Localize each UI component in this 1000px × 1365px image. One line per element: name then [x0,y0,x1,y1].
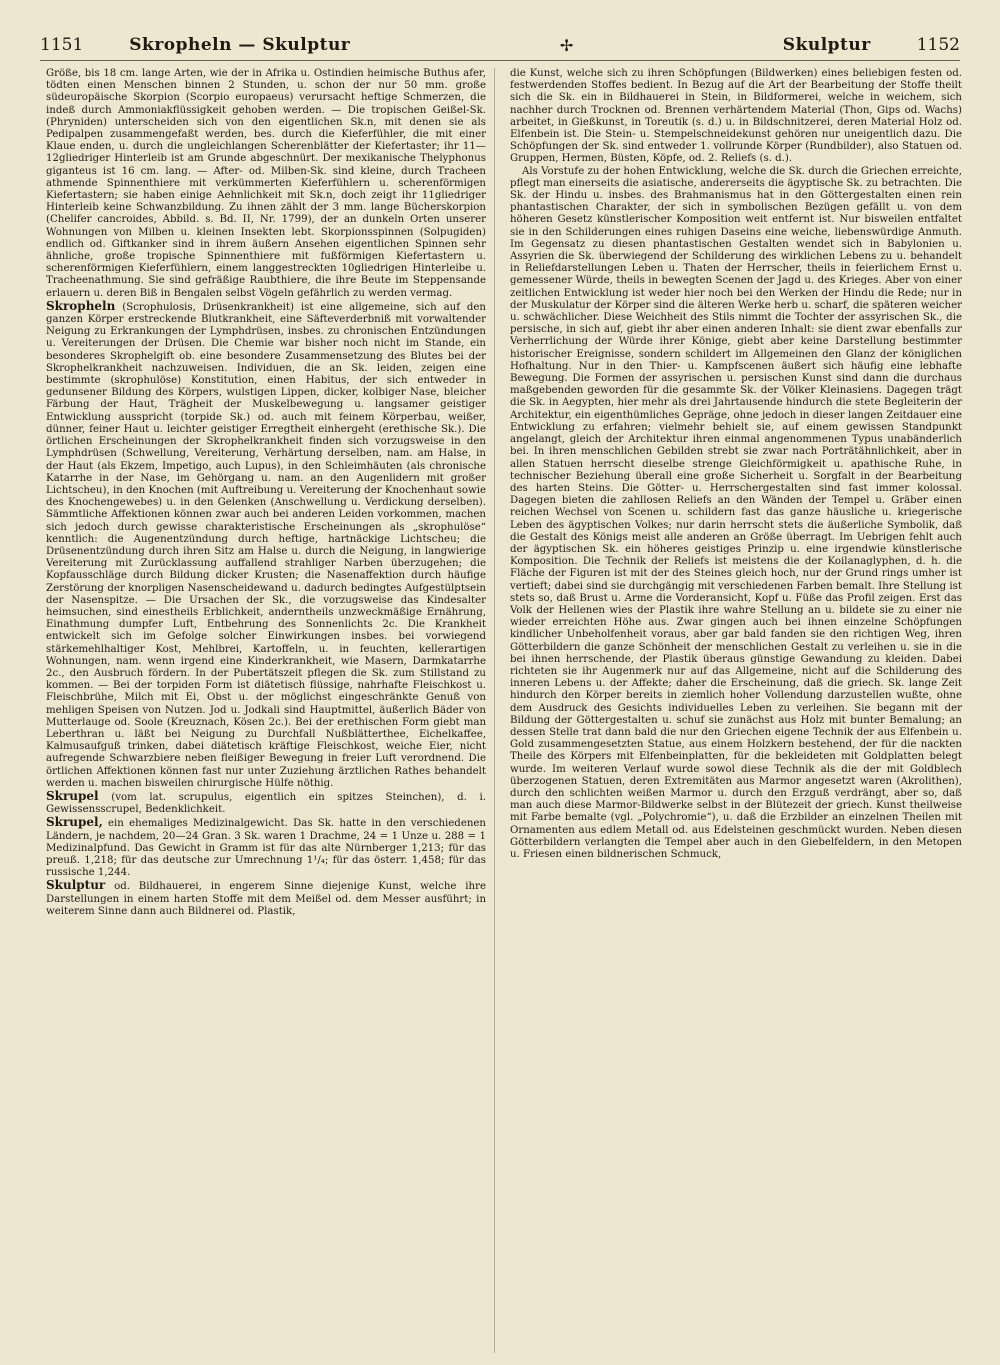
entry-text-skrupel-1: (vom lat. scrupulus, eigentlich ein spitzes Steinchen), d. i. Gewissensscrupel, Bedenklichkeit. [46,791,486,816]
right-column [510,68,962,1353]
text-columns [46,68,962,1353]
entry-text-skrupel-2: ein ehemaliges Medizinalgewicht. Das Sk. hatte in den verschiedenen Ländern, je nachdem, 20—24 Gran. 3 Sk. waren 1 Drachme, 24 = 1 Unze u. 288 = 1 Medizinalpfund. Das Gewicht in Gramm ist für das alte Nürnberger 1,213; für das preuß. 1,218; für das deutsche zur Umrechnung 1¹/₄; für das österr. 1,458; für das russische 1,244. [46,818,486,879]
entry-text-skulptur: od. Bildhauerei, in engerem Sinne diejenige Kunst, welche ihre Darstellungen in einem harten Stoffe mit dem Meißel od. dem Messer ausführt; in weiterem Sinne dann auch Bildnerei od. Plastik, [46,881,486,917]
page-header [40,30,960,61]
entry-skorpion-continued: Größe, bis 18 cm. lange Arten, wie der in Afrika u. Ostindien heimische Buthus afer, tödten einen Menschen binnen 2 Stunden, u. schon der nur 50 mm. große südeuropäische Skorpion (Scorpio europaeus) verursacht heftige Schmerzen, die indeß durch Ammoniakflüssigkeit gehoben werden. — Die tropischen Geißel-Sk. (Phryniden) unterscheiden sich von den eigentlichen Sk.n, mit denen sie als Pedipalpen zusammengefaßt werden, bes. durch die Kieferfühler, die mit einer Klaue enden, u. durch die ungleichlangen Scherenblätter der Kiefertaster; ihr 11—12gliedriger Hinterleib ist am Grunde abgeschnürt. Der mexikanische Thelyphonus giganteus ist 16 cm. lang. — After- od. Milben-Sk. sind kleine, durch Tracheen athmende Spinnenthiere mit verkümmerten Kieferfühlern u. scherenförmigen Kiefertastern; sie haben einige Aehnlichkeit mit Sk.n, doch zeigt ihr 11gliedriger Hinterleib keine Schwanzbildung. Zu ihnen zählt der 3 mm. lange Bücherskorpion (Chelifer cancroides, Abbild. s. Bd. II, Nr. 1799), der an dunkeln Orten unserer Wohnungen von Milben u. kleinen Insekten lebt. Skorpionsspinnen (Solpugiden) endlich od. Giftkanker sind in ihrem äußern Ansehen eigentlichen Spinnen sehr ähnliche, große tropische Spinnenthiere mit fußförmigen Kiefertastern u. scherenförmigen Kieferfühlern, einem langgestreckten 10gliedrigen Hinterleibe u. Tracheenathmung. Sie sind gefräßige Raubthiere, die ihre Beute im Steppensande erlauern u. deren Biß in Bengalen selbst Vögeln gefährlich zu werden vermag. [46,68,486,299]
entry-keyword-skulptur: Skulptur [46,878,106,893]
entry-skrupel-1 [46,790,486,816]
skulptur-paragraph-1: die Kunst, welche sich zu ihren Schöpfungen (Bildwerken) eines beliebigen festen od. festwerdenden Stoffes bedient. In Bezug auf die Art der Bearbeitung der Stoffe theilt sich die Sk. ein in Bildhauerei in Stein, in Bildformerei, welche in weichem, sich nachher durch Trocknen od. Brennen verhärtendem Material (Thon, Gips od. Wachs) arbeitet, in Gießkunst, in Toreutik (s. d.) u. in Bildschnitzerei, deren Material Holz od. Elfenbein ist. Die Stein- u. Stempelschneidekunst gehören nur uneigentlich dazu. Die Schöpfungen der Sk. sind entweder 1. vollrunde Körper (Rundbilder), also Statuen od. Gruppen, Hermen, Büsten, Köpfe, od. 2. Reliefs (s. d.). [510,68,962,165]
left-running-title: Skropheln — Skulptur [129,35,351,55]
entry-keyword-skrupel-2: Skrupel, [46,815,103,830]
entry-skropheln [46,300,486,790]
header-left [40,35,350,55]
entry-skrupel-2 [46,816,486,879]
right-page-number: 1152 [916,35,960,55]
header-right [783,35,960,55]
header-ornament-icon: ✢ [559,35,574,55]
left-column [46,68,495,1353]
entry-keyword-skrupel-1: Skrupel [46,788,99,803]
entry-keyword-skropheln: Skropheln [46,298,116,313]
left-page-number: 1151 [40,35,84,55]
entry-text-skropheln: (Scrophulosis, Drüsenkrankheit) ist eine allgemeine, sich auf den ganzen Körper erstreckende Blutkrankheit, eine Säfteverderbniß mit vorwaltender Neigung zu Erkrankungen der Lymphdrüsen, insbes. zu chronischen Entzündungen u. Vereiterungen der Drüsen. Die Chemie war bisher noch nicht im Stande, ein besonderes Skrophelgift ob. eine besondere Zusammensetzung des Blutes bei der Skrophelkrankheit nachzuweisen. Individuen, die an Sk. leiden, zeigen eine bestimmte (skrophulöse) Konstitution, einen Habitus, der sich entweder in gedunsener Bildung des Körpers, wulstigen Lippen, dicker, kolbiger Nase, bleicher Färbung der Haut, Trägheit der Muskelbewegung u. langsamer geistiger Entwicklung ausspricht (torpide Sk.) od. auch mit feinem Körperbau, weißer, dünner, feiner Haut u. leichter geistiger Erregtheit einhergeht (erethische Sk.). Die örtlichen Erscheinungen der Skrophelkrankheit finden sich vorzugsweise in den Lymphdrüsen (Schwellung, Vereiterung, Verhärtung derselben, nam. am Halse, in der Haut (als Ekzem, Impetigo, auch Lupus), in den Schleimhäuten (als chronische Katarrhe in der Nase, im Gehörgang u. nam. an den Augenlidern mit großer Lichtscheu), in den Knochen (mit Auftreibung u. Vereiterung der Knochenhaut sowie des Knochengewebes) u. in den Gelenken (Anschwellung u. Verdickung derselben). Sämmtliche Affektionen können zwar auch bei anderen Leiden vorkommen, machen sich jedoch durch gewisse charakteristische Erscheinungen als „skrophulöse“ kenntlich: die Augenentzündung durch heftige, hartnäckige Lichtscheu; die Drüsenentzündung durch ihren Sitz am Halse u. durch die Neigung, in langwierige Vereiterung mit Zurücklassung auffallend strahliger Narben überzugehen; die Kopfausschläge durch Bildung dicker Krusten; die Nasenaffektion durch häufige Zerstörung der knorpligen Nasenscheidewand u. dadurch bedingtes Aufgestülptsein der Nasenspitze. — Die Ursachen der Sk., die vorzugsweise das Kindesalter heimsuchen, sind einestheils Erblichkeit, anderntheils unzweckmäßige Ernährung, Einathmung dumpfer Luft, Entbehrung des Sonnenlichts 2c. Die Krankheit entwickelt sich im Gefolge solcher Einwirkungen insbes. bei vorwiegend stärkemehlhaltiger Kost, Mehlbrei, Kartoffeln, u. in feuchten, kellerartigen Wohnungen, nam. wenn irgend eine Kinderkrankheit, wie Masern, Darmkatarrhe 2c., den Ausbruch fördern. In der Pubertätszeit pflegen die Sk. zum Stillstand zu kommen. — Bei der torpiden Form ist diätetisch flüssige, nahrhafte Fleischkost u. Fleischbrühe, Milch mit Ei, Obst u. der möglichst eingeschränkte Genuß von mehligen Speisen von Nutzen. Jod u. Jodkali sind Hauptmittel, äußerlich Bäder von Mutterlauge od. Soole (Kreuznach, Kösen 2c.). Bei der erethischen Form giebt man Leberthran u. läßt bei Neigung zu Durchfall Nußblätterthee, Eichelkaffee, Kalmusaufguß trinken, dabei diätetisch kräftige Fleischkost, weiche Eier, nicht aufregende Schwarzbiere neben fleißiger Bewegung in freier Luft verordnend. Die örtlichen Affektionen können fast nur unter Zuziehung ärztlichen Rathes behandelt werden u. machen bisweilen chirurgische Hülfe nöthig. [46,301,486,789]
right-running-title: Skulptur [782,35,871,55]
skulptur-paragraph-2: Als Vorstufe zu der hohen Entwicklung, welche die Sk. durch die Griechen erreichte, pflegt man einerseits die asiatische, andererseits die ägyptische Sk. zu betrachten. Die Sk. der Hindu u. insbes. des Brahmanismus hat in den Göttergestalten einen rein phantastischen Charakter, der sich in symbolischen Bezügen gefällt u. von dem höheren Gesetz künstlerischer Komposition weit entfernt ist. Nur bisweilen entfaltet sie in den Schilderungen eines ruhigen Daseins eine weiche, liebenswürdige Anmuth. Im Gegensatz zu diesen phantastischen Gestalten wendet sich in Babylonien u. Assyrien die Sk. überwiegend der Schilderung des wirklichen Lebens zu u. behandelt in Reliefdarstellungen Leben u. Thaten der Herrscher, theils in feierlichem Ernst u. gemessener Würde, theils in bewegten Scenen der Jagd u. des Krieges. Aber von einer zeitlichen Entwicklung ist weder hier noch bei den Werken der Hindu die Rede; nur in der Muskulatur der Körper sind die älteren Werke herb u. scharf, die späteren weicher u. schwächlicher. Diese Weichheit des Stils nimmt die Tochter der assyrischen Sk., die persische, in sich auf, giebt ihr aber einen anderen Inhalt: sie dient zwar ebenfalls zur Verherrlichung der Würde ihrer Könige, giebt aber keine Darstellung bestimmter historischer Ereignisse, sondern schildert im Allgemeinen den Glanz der königlichen Hofhaltung. Nur in den Thier- u. Kampfscenen äußert sich häufig eine lebhafte Bewegung. Die Formen der assyrischen u. persischen Kunst sind dann die durchaus maßgebenden geworden für die gesammte Sk. der Völker Kleinasiens. Dagegen trägt die Sk. in Aegypten, hier mehr als drei Jahrtausende hindurch die stete Begleiterin der Architektur, ein eigenthümliches Gepräge, ohne jedoch in dieser langen Zeitdauer eine Entwicklung zu erfahren; vielmehr behielt sie, auf einem gewissen Standpunkt angelangt, gleich der Architektur ihren einmal angenommenen Typus unabänderlich bei. In ihren menschlichen Gebilden strebt sie zwar nach Porträtähnlichkeit, aber in allen Statuen herrscht dieselbe strenge Gleichförmigkeit u. apathische Ruhe, in technischer Beziehung überall eine große Sicherheit u. Sorgfalt in der Bearbeitung des harten Steins. Die Götter- u. Herrschergestalten sind fast immer kolossal. Dagegen bieten die zahllosen Reliefs an den Wänden der Tempel u. Gräber einen reichen Wechsel von Scenen u. schildern fast das ganze häusliche u. kriegerische Leben des ägyptischen Volkes; nur darin herrscht stets die äußerliche Symbolik, daß die Gestalt des Königs meist alle anderen an Größe überragt. Im Uebrigen fehlt auch der ägyptischen Sk. ein höheres geistiges Prinzip u. eine irgendwie künstlerische Komposition. Die Technik der Reliefs ist meistens die der Koilanaglyphen, d. h. die Fläche der Figuren ist mit der des Steines gleich hoch, nur der Grund rings umher ist vertieft; dabei sind sie durchgängig mit verschiedenen Farben bemalt. Ihre Stellung ist stets so, daß Brust u. Arme die Vorderansicht, Kopf u. Füße das Profil zeigen. Erst das Volk der Hellenen wies der Plastik ihre wahre Stellung an u. bildete sie zu einer nie wieder erreichten Höhe aus. Zwar gingen auch bei ihnen einzelne Schöpfungen kindlicher Unbeholfenheit voraus, aber gar bald fanden sie den richtigen Weg, ihren Götterbildern die ganze Schönheit der menschlichen Gestalt zu verleihen u. sie in die bei ihnen herrschende, der Plastik überaus günstige Gewandung zu kleiden. Dabei richteten sie ihr Augenmerk nur auf das Allgemeine, nicht auf die Schilderung des inneren Lebens u. der Affekte; daher die Erscheinung, daß die griech. Sk. lange Zeit hindurch den Körper bereits in ziemlich hoher Vollendung darzustellen wußte, ohne dem Ausdruck des Gesichts individuelles Leben zu verleihen. Sie begann mit der Bildung der Göttergestalten u. schuf sie zunächst aus Holz mit bunter Bemalung; an dessen Stelle trat dann bald die nur den Griechen eigene Technik der aus Elfenbein u. Gold zusammengesetzten Statue, aus einem Holzkern bestehend, der für die nackten Theile des Körpers mit Elfenbeinplatten, für die bekleideten mit Goldplatten belegt wurde. Im weiteren Verlauf wurde sowol diese Technik als die der mit Goldblech überzogenen Statuen, deren Extremitäten aus Marmor angesetzt waren (Akrolithen), durch den schlichten weißen Marmor u. durch den Erzguß verdrängt, aber so, daß man auch diese Marmor-Bildwerke selbst in der Blütezeit der griech. Kunst theilweise mit Farbe bemalte (vgl. „Polychromie“), u. daß die Erzbilder an einzelnen Theilen mit Ornamenten aus edlem Metall od. aus Edelsteinen geschmückt wurden. Neben diesen Götterbildern verlangten die Tempel aber auch in den Giebelfeldern, in den Metopen u. Friesen einen bildnerischen Schmuck, [510,165,962,860]
entry-skulptur [46,879,486,918]
